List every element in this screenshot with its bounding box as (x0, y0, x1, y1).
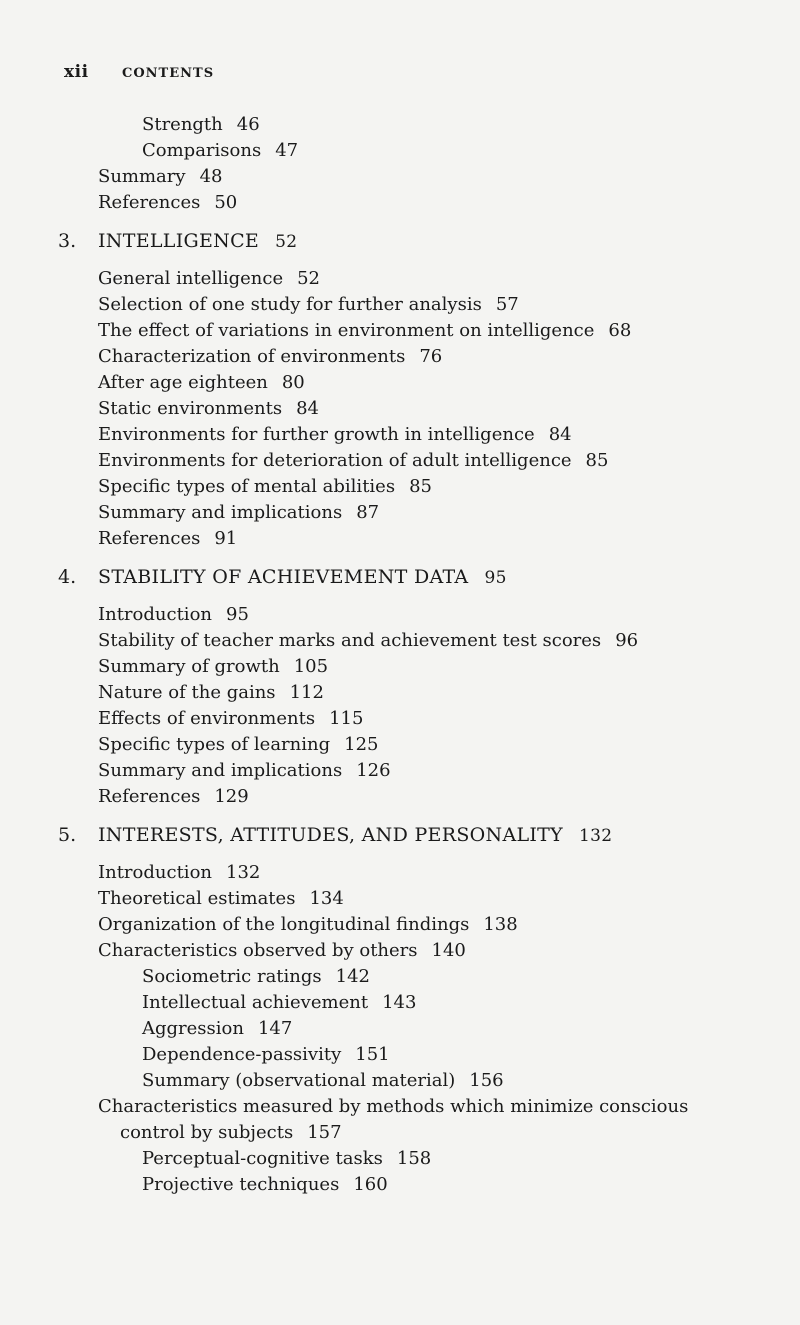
toc-entry-title: The effect of variations in environment on intelligence (98, 320, 595, 341)
chapter-title: INTERESTS, ATTITUDES, AND PERSONALITY (98, 824, 564, 846)
toc-entry-page: 147 (257, 1018, 293, 1039)
toc-entry (0, 990, 800, 1016)
toc-entry-title: Characteristics measured by methods which minimize conscious (98, 1096, 689, 1117)
toc-entry (0, 964, 800, 990)
running-head: CONTENTS (122, 66, 215, 81)
toc-entry (0, 112, 800, 138)
toc-entry-title: Static environments (98, 398, 283, 419)
toc-entry-page: 143 (382, 992, 417, 1013)
chapter-page: 52 (275, 232, 298, 252)
chapter-title: STABILITY OF ACHIEVEMENT DATA (98, 566, 469, 588)
toc-entry (0, 500, 800, 526)
toc-entry-title: Characteristics observed by others (98, 940, 418, 961)
toc-entry-page: 68 (608, 320, 632, 341)
toc-entry-title: control by subjects (120, 1122, 294, 1143)
toc-entry-title: General intelligence (98, 268, 284, 289)
toc-entry-page: 76 (419, 346, 443, 367)
toc-entry (0, 886, 800, 912)
toc-entry-title: Environments for deterioration of adult intelligence (98, 450, 572, 471)
toc-entry-page: 160 (353, 1174, 388, 1195)
toc-entry-title: Specific types of learning (98, 734, 331, 755)
toc-entry-title: Introduction (98, 862, 212, 883)
toc-entry (0, 1172, 800, 1198)
toc-entry (0, 370, 800, 396)
toc-entry-title: Summary (observational material) (142, 1070, 456, 1091)
toc-entry (0, 318, 800, 344)
toc-entry (0, 860, 800, 886)
toc-entry-page: 134 (309, 888, 344, 909)
toc-entry (0, 448, 800, 474)
toc-entry (0, 628, 800, 654)
toc-entry (0, 474, 800, 500)
toc-entry (0, 190, 800, 216)
toc-entry-page: 115 (329, 708, 364, 729)
toc-entry-title: Summary (98, 166, 186, 187)
toc-entry-page: 157 (307, 1122, 342, 1143)
toc-entry-page: 91 (214, 528, 238, 549)
toc-entry-title: Selection of one study for further analysis (98, 294, 482, 315)
toc-entry (0, 344, 800, 370)
toc-entry-page: 132 (226, 862, 261, 883)
toc-entry-page: 105 (293, 656, 329, 677)
toc-entry-page: 57 (495, 294, 519, 315)
toc-entry (0, 138, 800, 164)
toc-entry (0, 912, 800, 938)
toc-entry (0, 938, 800, 964)
toc-entry (0, 602, 800, 628)
toc-entry-page: 52 (297, 268, 321, 289)
toc-entry (0, 266, 800, 292)
toc-entry-page: 46 (236, 114, 260, 135)
toc-entry-title: Specific types of mental abilities (98, 476, 396, 497)
toc-entry-title: Comparisons (142, 140, 262, 161)
toc-entry (0, 654, 800, 680)
toc-entry (0, 784, 800, 810)
toc-entry-page: 142 (335, 966, 370, 987)
toc-entry-title: Stability of teacher marks and achievement test scores (98, 630, 602, 651)
chapter-title: INTELLIGENCE (98, 230, 260, 252)
toc-entry (0, 680, 800, 706)
chapter-heading (0, 227, 800, 255)
toc-entry-page: 125 (344, 734, 379, 755)
toc-entry-title: References (98, 528, 201, 549)
toc-entry-title: Theoretical estimates (98, 888, 296, 909)
toc-entry-title: Strength (142, 114, 223, 135)
toc-entry-title: After age eighteen (98, 372, 268, 393)
toc-entry-page: 158 (396, 1148, 432, 1169)
toc-entry-page: 85 (409, 476, 432, 497)
page-header (64, 62, 214, 82)
toc-entry-page: 156 (469, 1070, 504, 1091)
chapter-heading (0, 563, 800, 591)
toc-entry-continuation (0, 1120, 800, 1146)
chapter-heading (0, 821, 800, 849)
toc-entry (0, 706, 800, 732)
chapter-number: 3. (58, 230, 77, 252)
toc-entry-page: 87 (356, 502, 380, 523)
toc-entry-page: 140 (431, 940, 466, 961)
toc-entry (0, 422, 800, 448)
chapter-number: 5. (58, 824, 77, 846)
toc-entry-title: Organization of the longitudinal findings (98, 914, 470, 935)
toc-entry-title: Summary and implications (98, 760, 343, 781)
toc-entry (0, 732, 800, 758)
toc-entry-page: 80 (281, 372, 305, 393)
toc-entry-page: 95 (226, 604, 249, 625)
toc-entry-title: References (98, 192, 201, 213)
toc-entry-page: 96 (615, 630, 639, 651)
toc-entry-page: 112 (289, 682, 324, 703)
toc-entry-title: Summary of growth (98, 656, 280, 677)
toc-entry-page: 47 (275, 140, 299, 161)
toc-entry (0, 526, 800, 552)
toc-entry (0, 1016, 800, 1042)
toc-entry-title: Dependence-passivity (142, 1044, 342, 1065)
chapter-page: 132 (579, 826, 613, 846)
toc-entry-title: Nature of the gains (98, 682, 276, 703)
toc-entry (0, 1068, 800, 1094)
toc-entry-page: 84 (296, 398, 319, 419)
toc-entry-title: Intellectual achievement (142, 992, 369, 1013)
toc-entry-page: 138 (483, 914, 518, 935)
toc-entry-title: Perceptual-cognitive tasks (142, 1148, 383, 1169)
toc-entry-page: 151 (355, 1044, 390, 1065)
page-number: xii (64, 62, 89, 82)
toc-entry-page: 48 (199, 166, 223, 187)
toc-entry-page: 126 (356, 760, 391, 781)
toc-entry (0, 758, 800, 784)
toc-entry-title: Aggression (142, 1018, 244, 1039)
toc-entry-title: Environments for further growth in intelligence (98, 424, 535, 445)
chapter-number: 4. (58, 566, 77, 588)
toc-entry-title: Summary and implications (98, 502, 343, 523)
toc-entry (0, 1042, 800, 1068)
toc-entry-page: 129 (214, 786, 249, 807)
toc-entry-title: Effects of environments (98, 708, 316, 729)
toc-entry-title: Sociometric ratings (142, 966, 322, 987)
toc-entry-title: Projective techniques (142, 1174, 340, 1195)
toc-entry-page: 85 (585, 450, 609, 471)
toc-entry-page: 84 (548, 424, 572, 445)
toc-entry (0, 292, 800, 318)
chapter-page: 95 (484, 568, 507, 588)
table-of-contents (0, 112, 800, 1198)
toc-entry-title: Characterization of environments (98, 346, 406, 367)
toc-entry-title: References (98, 786, 201, 807)
toc-entry (0, 396, 800, 422)
toc-entry (0, 1146, 800, 1172)
toc-entry-page: 50 (214, 192, 238, 213)
toc-entry-title: Introduction (98, 604, 212, 625)
toc-entry (0, 164, 800, 190)
toc-entry (0, 1094, 800, 1120)
